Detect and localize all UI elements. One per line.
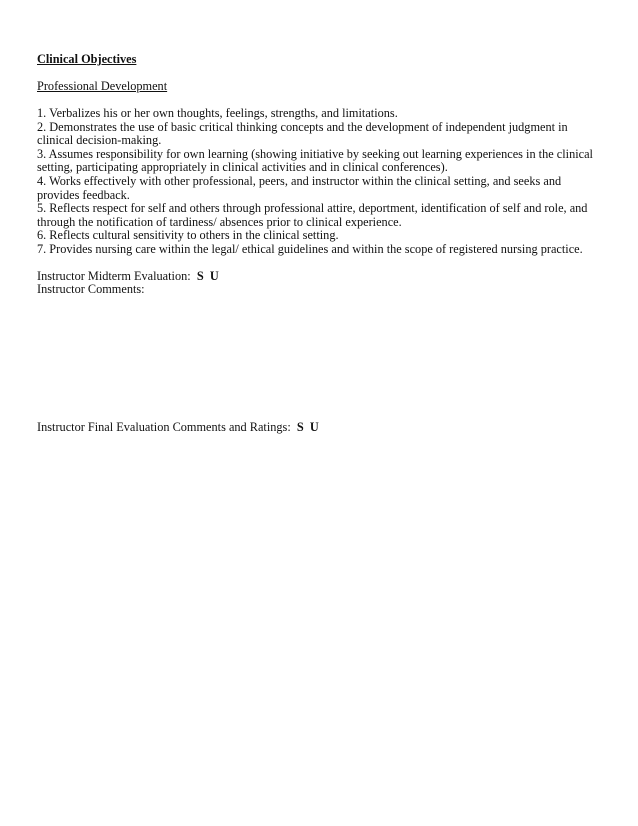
objective-item: 2. Demonstrates the use of basic critical thinking concepts and the development of independent judgment in clinical decision-making. — [37, 119, 568, 148]
midterm-evaluation-line — [37, 270, 603, 284]
section-subheading: Professional Development — [37, 79, 168, 93]
objective-item: 6. Reflects cultural sensitivity to others in the clinical setting. — [37, 228, 339, 243]
comments-blank-area — [37, 297, 603, 408]
final-grade-options: S U — [296, 419, 319, 434]
final-evaluation-label: Instructor Final Evaluation Comments and Ratings: — [37, 419, 291, 434]
objective-item: 1. Verbalizes his or her own thoughts, feelings, strengths, and limitations. — [37, 106, 398, 120]
objective-item: 7. Provides nursing care within the legal/ ethical guidelines and within the scope of registered nursing practice. — [37, 241, 583, 256]
midterm-evaluation-label: Instructor Midterm Evaluation: — [37, 268, 191, 283]
document-heading: Clinical Objectives — [37, 52, 137, 66]
final-evaluation-line — [37, 421, 603, 435]
objective-item: 4. Works effectively with other professional, peers, and instructor within the clinical setting, and seeks and provides feedback. — [37, 173, 562, 202]
instructor-comments-label: Instructor Comments: — [37, 282, 145, 297]
objective-item: 3. Assumes responsibility for own learning (showing initiative by seeking out learning experiences in the clinical setting, participating appropriately in clinical activities and in clinical conferences). — [37, 146, 593, 175]
objective-item: 5. Reflects respect for self and others through professional attire, deportment, identification of self and role, and through the notification of tardiness/ absences prior to clinical experience. — [37, 201, 588, 229]
objectives-list — [37, 107, 603, 257]
midterm-grade-options: S U — [196, 268, 219, 283]
document-page — [37, 53, 603, 434]
